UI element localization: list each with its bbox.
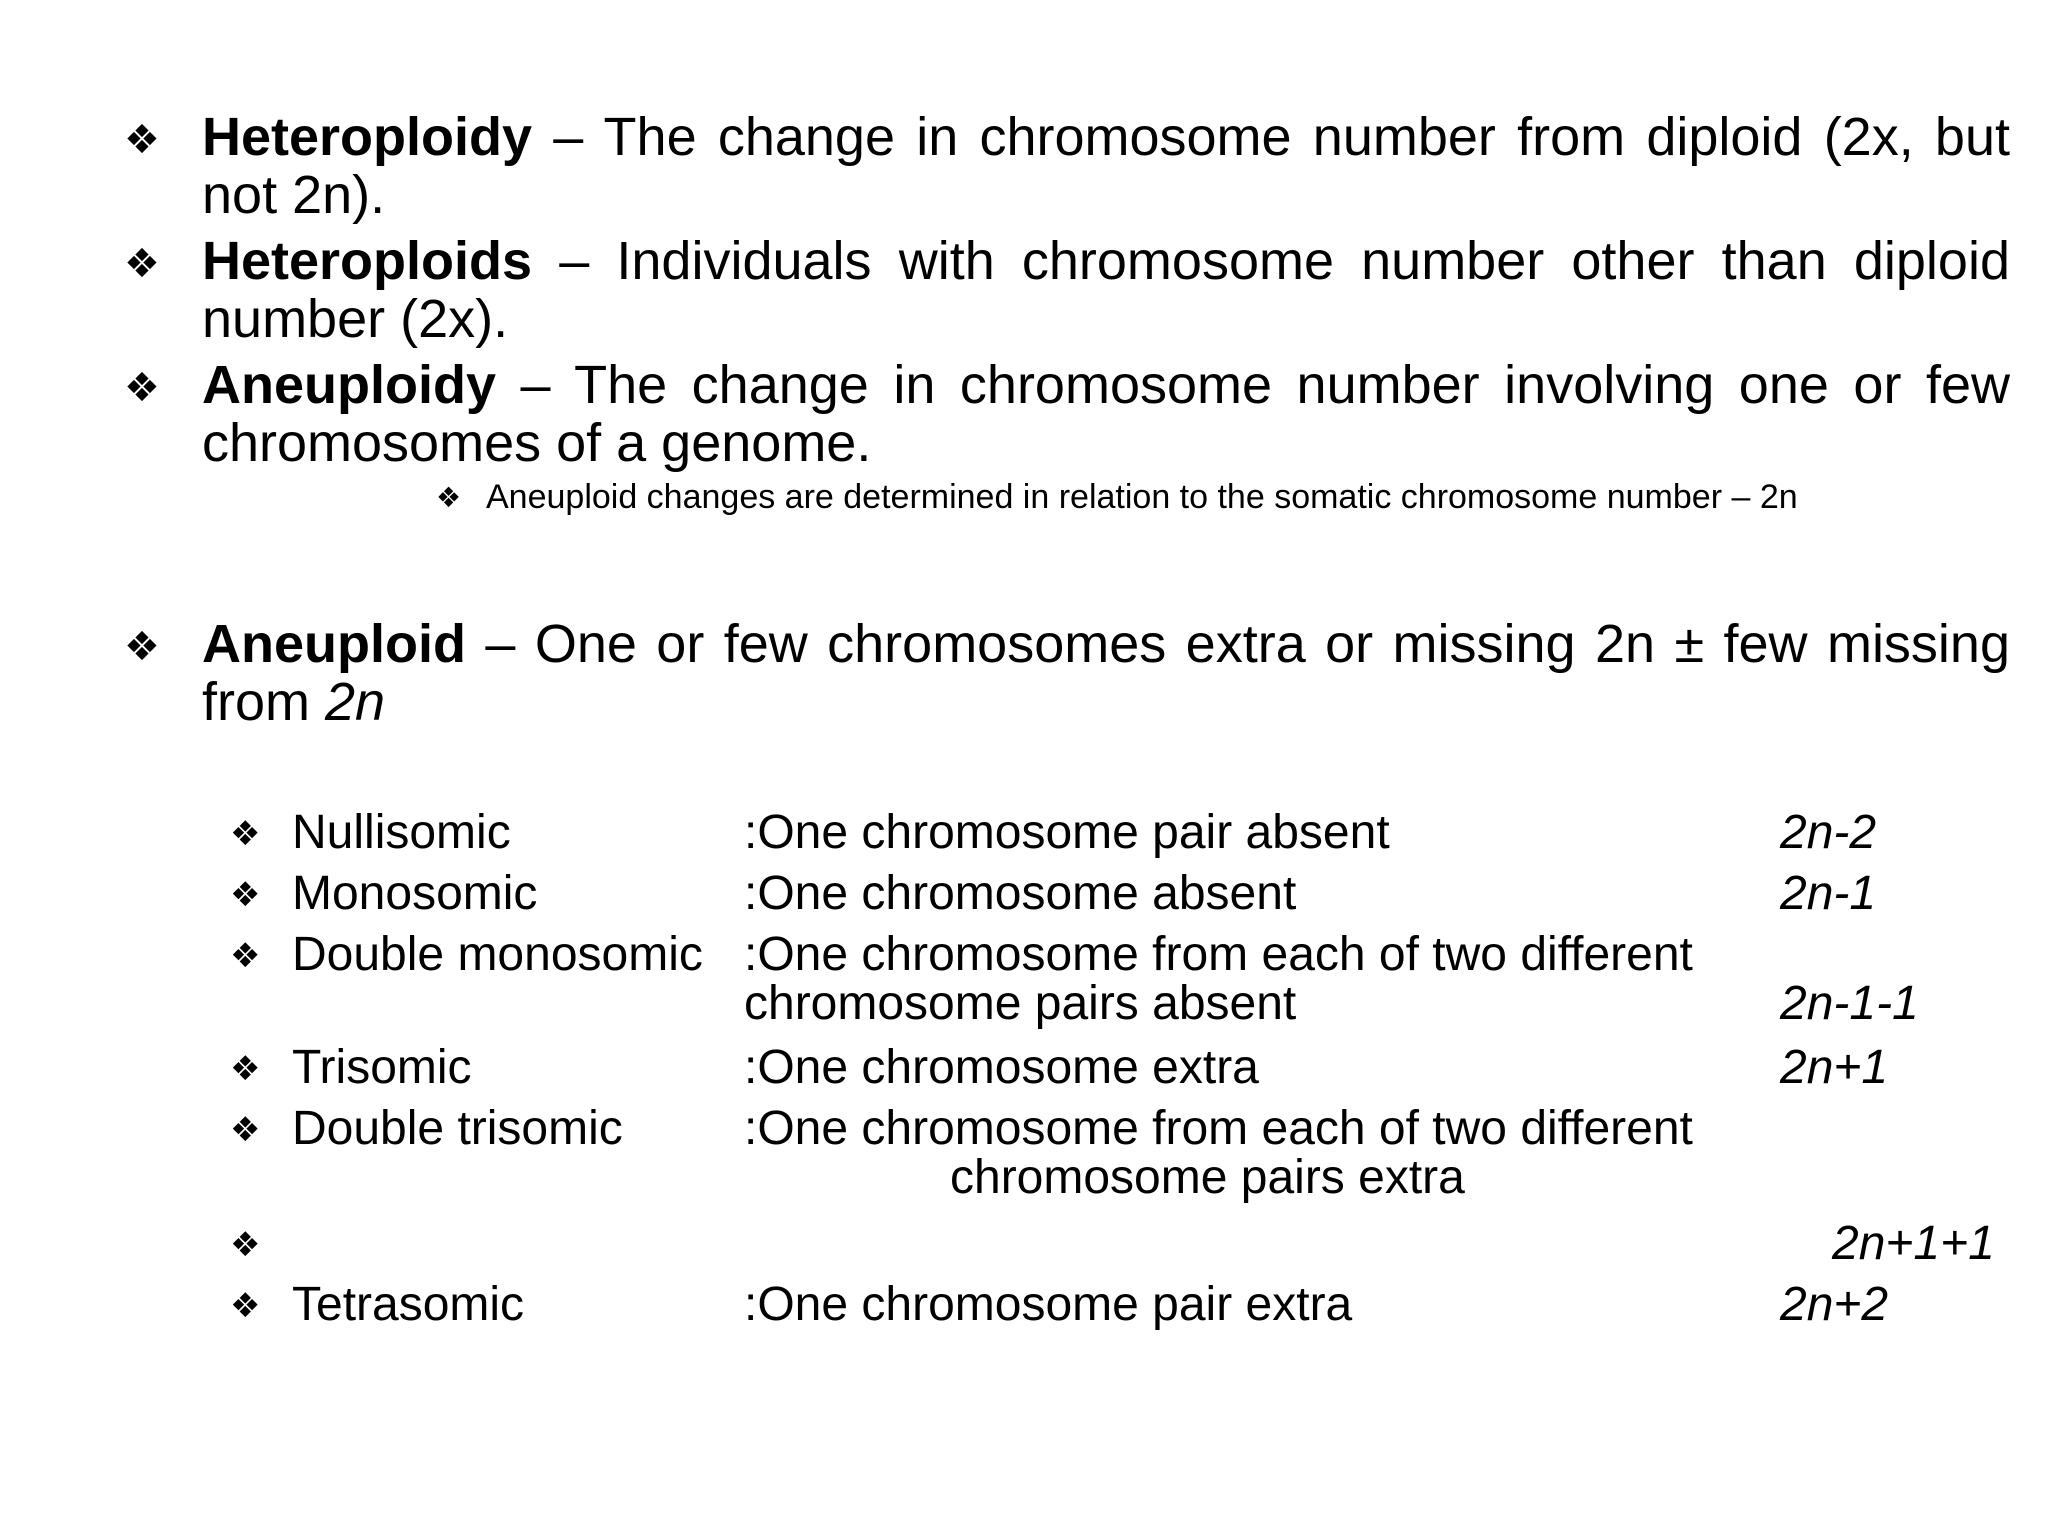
definition-aneuploidy	[202, 356, 2010, 472]
definition-heteroploids	[202, 232, 2010, 348]
four-diamond-bullet-icon: ❖	[124, 365, 160, 411]
type-name: Double monosomic	[292, 928, 703, 981]
type-description-continued: chromosome pairs absent	[744, 977, 1297, 1030]
type-formula: 2n-1-1	[1780, 977, 1919, 1030]
four-diamond-bullet-icon: ❖	[230, 936, 261, 976]
type-formula: 2n+1	[1780, 1041, 1889, 1094]
definition-formula: 2n	[325, 672, 386, 732]
definition-text: – Individuals with chromosome number other than diploid number (2x).	[202, 231, 2010, 349]
type-description: :One chromosome from each of two different	[744, 1102, 1693, 1155]
type-name: Double trisomic	[292, 1102, 623, 1155]
four-diamond-bullet-icon: ❖	[436, 481, 462, 514]
type-description: :One chromosome pair absent	[744, 806, 1390, 859]
four-diamond-bullet-icon: ❖	[230, 1110, 261, 1150]
type-name: Monosomic	[292, 867, 538, 920]
four-diamond-bullet-icon: ❖	[230, 875, 261, 915]
definition-text: – One or few chromosomes extra or missing 2n ± few missing from	[202, 614, 2010, 732]
type-name: Nullisomic	[292, 806, 511, 859]
sub-note: Aneuploid changes are determined in relation to the somatic chromosome number – 2n	[486, 478, 1798, 516]
type-formula: 2n+1+1	[1832, 1217, 1995, 1270]
four-diamond-bullet-icon: ❖	[230, 814, 261, 854]
definition-term: Aneuploid	[202, 614, 466, 674]
type-formula: 2n-2	[1780, 806, 1877, 859]
type-description-continued: chromosome pairs extra	[950, 1151, 1465, 1204]
definition-heteroploidy	[202, 108, 2010, 224]
four-diamond-bullet-icon: ❖	[124, 241, 160, 287]
type-description: :One chromosome pair extra	[744, 1278, 1353, 1331]
definition-term: Aneuploidy	[202, 355, 496, 415]
four-diamond-bullet-icon: ❖	[230, 1286, 261, 1326]
type-name: Trisomic	[292, 1041, 472, 1094]
four-diamond-bullet-icon: ❖	[124, 117, 160, 163]
four-diamond-bullet-icon: ❖	[230, 1049, 261, 1089]
four-diamond-bullet-icon: ❖	[124, 624, 160, 670]
definition-text: – The change in chromosome number from diploid (2x, but not 2n).	[202, 107, 2010, 225]
definition-term: Heteroploidy	[202, 107, 533, 167]
four-diamond-bullet-icon: ❖	[230, 1225, 261, 1265]
type-formula: 2n+2	[1780, 1278, 1889, 1331]
type-description: :One chromosome from each of two different	[744, 928, 1693, 981]
definition-aneuploid	[202, 615, 2010, 731]
type-name: Tetrasomic	[292, 1278, 525, 1331]
definition-term: Heteroploids	[202, 231, 533, 291]
definition-text: – The change in chromosome number involving one or few chromosomes of a genome.	[202, 355, 2010, 473]
type-description: :One chromosome extra	[744, 1041, 1259, 1094]
type-formula: 2n-1	[1780, 867, 1877, 920]
type-description: :One chromosome absent	[744, 867, 1297, 920]
